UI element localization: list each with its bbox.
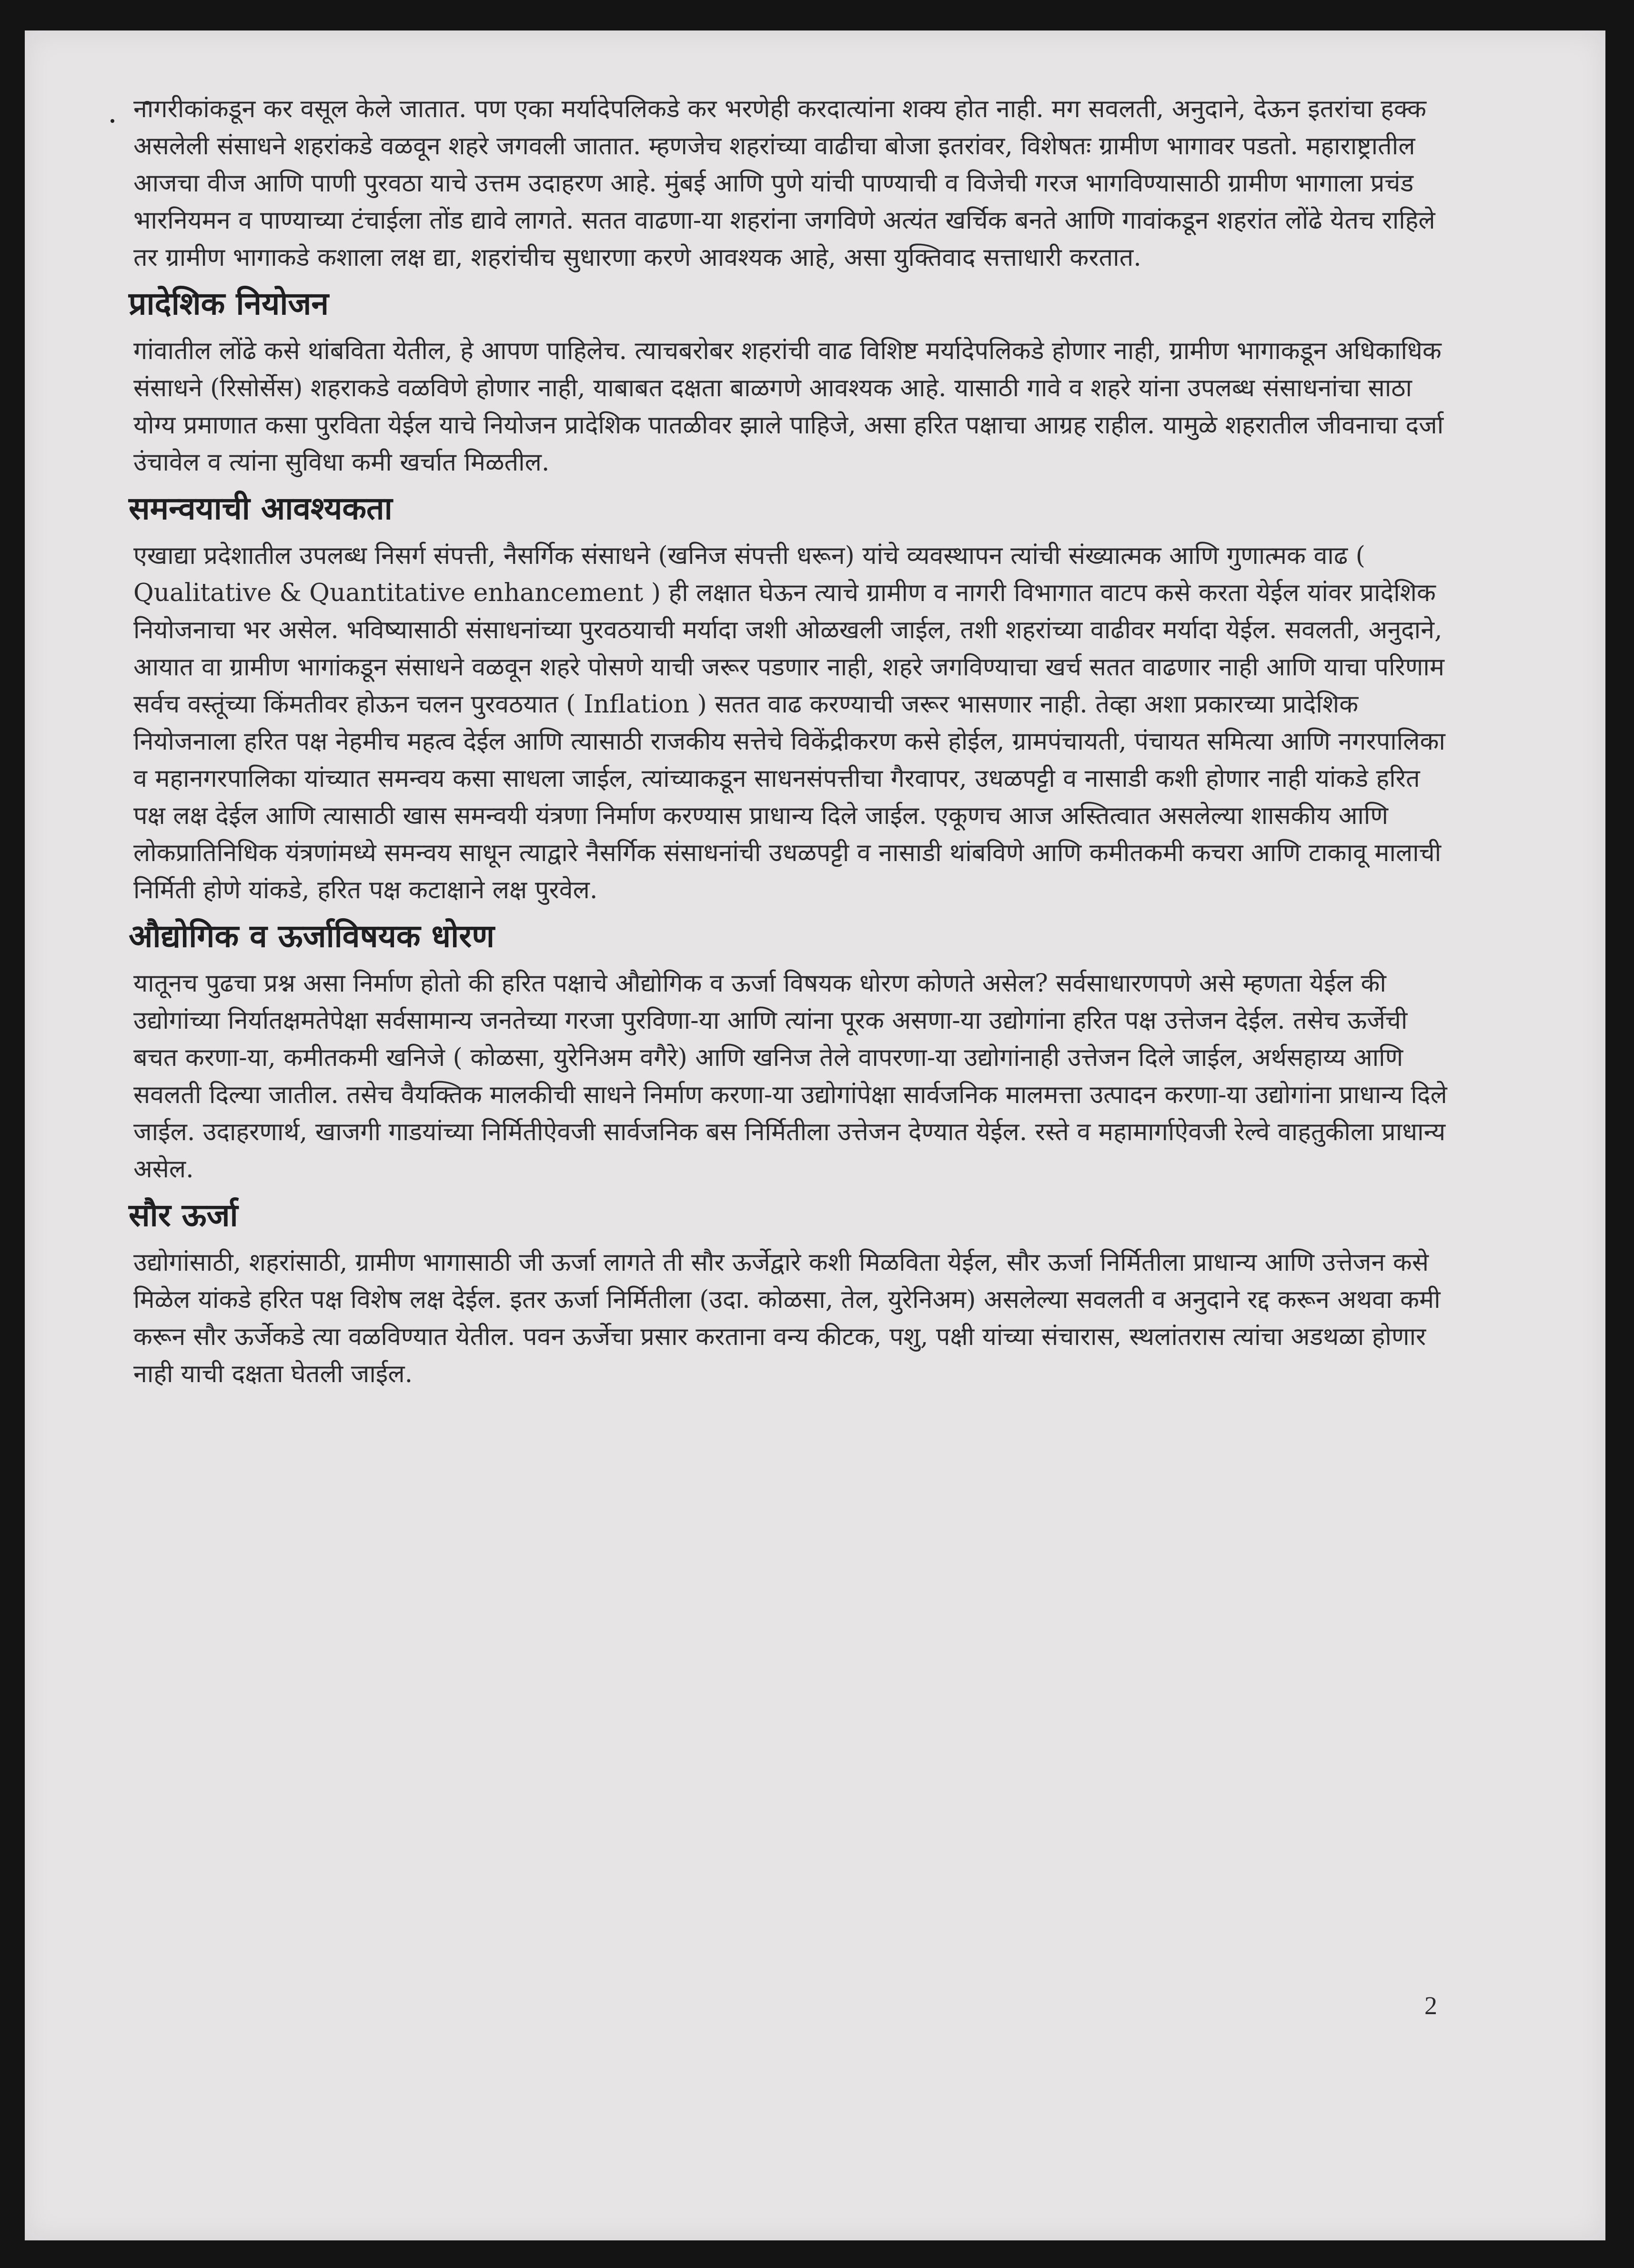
ink-speck xyxy=(111,119,114,123)
paragraph-solar-energy: उद्योगांसाठी, शहरांसाठी, ग्रामीण भागासाठी जी ऊर्जा लागते ती सौर ऊर्जेद्वारे कशी मिळविता येईल, सौर ऊर्जा निर्मितीला प्राधान्य आणि उत्तेजन कसे मिळेल यांकडे हरित पक्ष विशेष लक्ष देईल. इतर ऊर्जा निर्मितीला (उदा. कोळसा, तेल, युरेनिअम) असलेल्या सवलती व अनुदाने रद्द करून अथवा कमी करून सौर ऊर्जेकडे त्या वळविण्यात येतील. पवन ऊर्जेचा प्रसार करताना वन्य कीटक, पशु, पक्षी यांच्या संचारास, स्थलांतरास त्यांचा अडथळा होणार नाही याची दक्षता घेतली जाईल. xyxy=(133,1248,1441,1388)
page-number: 2 xyxy=(1424,1991,1437,2020)
heading-solar-energy: सौर ऊर्जा xyxy=(129,1197,238,1234)
document-body xyxy=(129,90,1453,1393)
heading-regional-planning: प्रादेशिक नियोजन xyxy=(129,285,329,322)
heading-industrial-energy-policy: औद्योगिक व ऊर्जाविषयक धोरण xyxy=(129,918,494,954)
paragraph-regional-planning: गांवातील लोंढे कसे थांबविता येतील, हे आपण पाहिलेच. त्याचबरोबर शहरांची वाढ विशिष्ट मर्यादेपलिकडे होणार नाही, ग्रामीण भागाकडून अधिकाधिक संसाधने (रिसोर्सेस) शहराकडे वळविणे होणार नाही, याबाबत दक्षता बाळगणे आवश्यक आहे. यासाठी गावे व शहरे यांना उपलब्ध संसाधनांचा साठा योग्य प्रमाणात कसा पुरविता येईल याचे नियोजन प्रादेशिक पातळीवर झाले पाहिजे, असा हरित पक्षाचा आग्रह राहील. यामुळे शहरातील जीवनाचा दर्जा उंचावेल व त्यांना सुविधा कमी खर्चात मिळतील. xyxy=(133,337,1444,477)
heading-coordination: समन्वयाची आवश्यकता xyxy=(129,490,393,527)
paragraph-industrial-energy-policy: यातूनच पुढचा प्रश्न असा निर्माण होतो की हरित पक्षाचे औद्योगिक व ऊर्जा विषयक धोरण कोणते असेल? सर्वसाधारणपणे असे म्हणता येईल की उद्योगांच्या निर्यातक्षमतेपेक्षा सर्वसामान्य जनतेच्या गरजा पुरविणा-या आणि त्यांना पूरक असणा-या उद्योगांना हरित पक्ष उत्तेजन देईल. तसेच ऊर्जेची बचत करणा-या, कमीतकमी खनिजे ( कोळसा, युरेनिअम वगैरे) आणि खनिज तेले वापरणा-या उद्योगांनाही उत्तेजन दिले जाईल, अर्थसहाय्य आणि सवलती दिल्या जातील. तसेच वैयक्तिक मालकीची साधने निर्माण करणा-या उद्योगांपेक्षा सार्वजनिक मालमत्ता उत्पादन करणा-या उद्योगांना प्राधान्य दिले जाईल. उदाहरणार्थ, खाजगी गाडयांच्या निर्मितीऐवजी सार्वजनिक बस निर्मितीला उत्तेजन देण्यात येईल. रस्ते व महामार्गाऐवजी रेल्वे वाहतुकीला प्राधान्य असेल. xyxy=(133,969,1447,1184)
paragraph-intro: नागरीकांकडून कर वसूल केले जातात. पण एका मर्यादेपलिकडे कर भरणेही करदात्यांना शक्य होत नाही. मग सवलती, अनुदाने, देऊन इतरांचा हक्क असलेली संसाधने शहरांकडे वळवून शहरे जगवली जातात. म्हणजेच शहरांच्या वाढीचा बोजा इतरांवर, विशेषतः ग्रामीण भागावर पडतो. महाराष्ट्रातील आजचा वीज आणि पाणी पुरवठा याचे उत्तम उदाहरण आहे. मुंबई आणि पुणे यांची पाण्याची व विजेची गरज भागविण्यासाठी ग्रामीण भागाला प्रचंड भारनियमन व पाण्याच्या टंचाईला तोंड द्यावे लागते. सतत वाढणा-या शहरांना जगविणे अत्यंत खर्चिक बनते आणि गावांकडून शहरांत लोंढे येतच राहिले तर ग्रामीण भागाकडे कशाला लक्ष द्या, शहरांचीच सुधारणा करणे आवश्यक आहे, असा युक्तिवाद सत्ताधारी करतात. xyxy=(133,95,1435,272)
paragraph-coordination: एखाद्या प्रदेशातील उपलब्ध निसर्ग संपत्ती, नैसर्गिक संसाधने (खनिज संपत्ती धरून) यांचे व्यवस्थापन त्यांची संख्यात्मक आणि गुणात्मक वाढ ( Qualitative & Quantitative enhancement ) ही लक्षात घेऊन त्याचे ग्रामीण व नागरी विभागात वाटप कसे करता येईल यांवर प्रादेशिक नियोजनाचा भर असेल. भविष्यासाठी संसाधनांच्या पुरवठयाची मर्यादा जशी ओळखली जाईल, तशी शहरांच्या वाढीवर मर्यादा येईल. सवलती, अनुदाने, आयात वा ग्रामीण भागांकडून संसाधने वळवून शहरे पोसणे याची जरूर पडणार नाही, शहरे जगविण्याचा खर्च सतत वाढणार नाही आणि याचा परिणाम सर्वच वस्तूंच्या किंमतीवर होऊन चलन पुरवठयात ( Inflation ) सतत वाढ करण्याची जरूर भासणार नाही. तेव्हा अशा प्रकारच्या प्रादेशिक नियोजनाला हरित पक्ष नेहमीच महत्व देईल आणि त्यासाठी राजकीय सत्तेचे विकेंद्रीकरण कसे होईल, ग्रामपंचायती, पंचायत समित्या आणि नगरपालिका व महानगरपालिका यांच्यात समन्वय कसा साधला जाईल, त्यांच्याकडून साधनसंपत्तीचा गैरवापर, उधळपट्टी व नासाडी कशी होणार नाही यांकडे हरित पक्ष लक्ष देईल आणि त्यासाठी खास समन्वयी यंत्रणा निर्माण करण्यास प्राधान्य दिले जाईल. एकूणच आज अस्तित्वात असलेल्या शासकीय आणि लोकप्रातिनिधिक यंत्रणांमध्ये समन्वय साधून त्याद्वारे नैसर्गिक संसाधनांची उधळपट्टी व नासाडी थांबविणे आणि कमीतकमी कचरा आणि टाकावू मालाची निर्मिती होणे यांकडे, हरित पक्ष कटाक्षाने लक्ष पुरवेल. xyxy=(133,542,1445,904)
